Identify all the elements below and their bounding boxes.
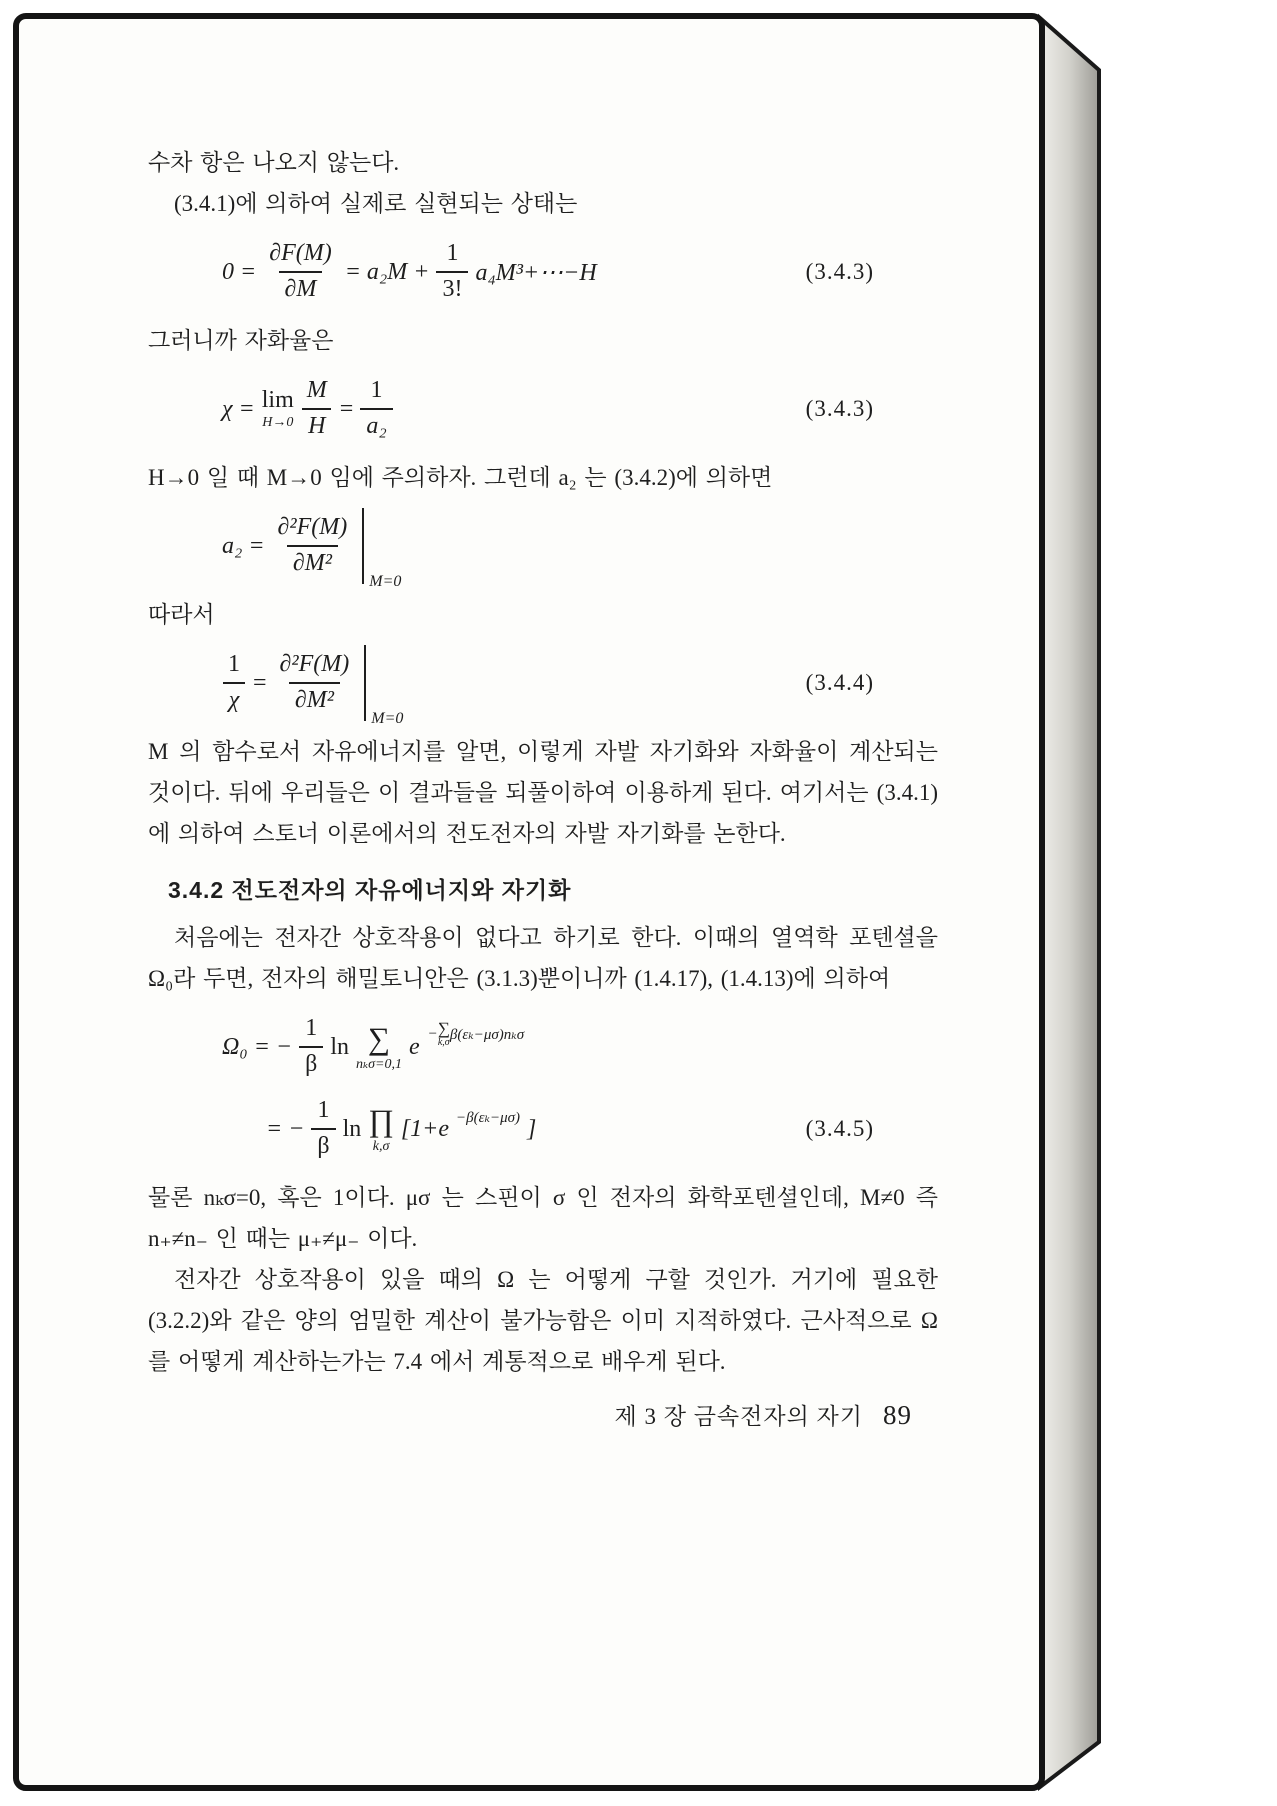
exponent-group xyxy=(428,1020,525,1048)
limit-word: lim xyxy=(261,387,294,413)
exponent-sum-operator xyxy=(438,1020,450,1048)
paragraph-no-interaction: 처음에는 전자간 상호작용이 없다고 하기로 한다. 이때의 열역학 포텐셜을 Ω₀라 두면, 전자의 해밀토니안은 (3.1.3)뿐이니까 (1.4.17), (1.4.13)에 의하여 xyxy=(148,925,938,991)
chapter-footer-label: 제 3 장 금속전자의 자기 xyxy=(614,1404,863,1429)
paragraph-state: (3.4.1)에 의하여 실제로 실현되는 상태는 xyxy=(174,191,578,216)
paragraph-intro: 수차 항은 나오지 않는다. xyxy=(148,150,400,175)
book-fore-edge xyxy=(1040,18,1099,1787)
page-content xyxy=(148,142,938,1431)
eq-lhs: a₂ = xyxy=(222,532,265,559)
fraction-denominator: 3! xyxy=(436,271,468,304)
paragraph-note-a2: H→0 일 때 M→0 임에 주의하자. 그런데 a₂ 는 (3.4.2)에 의하면 xyxy=(148,465,773,490)
fraction-numerator: 1 xyxy=(228,651,240,678)
equation-inverse-susceptibility xyxy=(222,645,938,727)
exponent-body: −β(εₖ−μσ) xyxy=(456,1109,521,1126)
sum-subscript: k,σ xyxy=(437,1037,450,1048)
fraction-denominator: ∂M² xyxy=(289,682,340,715)
fraction-numerator: 1 xyxy=(370,377,383,404)
equals-sign: = xyxy=(253,669,267,696)
fraction xyxy=(311,1097,335,1160)
fraction-denominator: β xyxy=(311,1128,335,1161)
fraction xyxy=(272,514,354,577)
equals-sign: = xyxy=(339,395,354,422)
paragraph-interaction: 전자간 상호작용이 있을 때의 Ω 는 어떻게 구할 것인가. 거기에 필요한 (3.2.2)와 같은 양의 엄밀한 계산이 불가능함은 이미 지적하였다. 근사적으로 Ω 를 어떻게 계산하는가는 7.4 에서 계통적으로 배우게 된다. xyxy=(148,1267,938,1374)
evaluation-bar xyxy=(364,645,366,721)
equation-number: (3.4.3) xyxy=(805,259,874,284)
exponential-base: e xyxy=(408,1033,420,1060)
evaluated-at xyxy=(362,508,402,590)
bracket-open-term: [1+e xyxy=(400,1115,449,1142)
fraction-denominator: β xyxy=(299,1046,323,1079)
product-subscript: k,σ xyxy=(372,1138,390,1154)
section-heading-3-4-2: 3.4.2 전도전자의 자유에너지와 자기화 xyxy=(168,877,572,903)
exponent-minus: − xyxy=(427,1025,438,1042)
sum-operator xyxy=(355,1020,402,1072)
fraction xyxy=(274,651,356,714)
fraction xyxy=(299,1015,323,1078)
evaluation-subscript: M=0 xyxy=(369,573,402,590)
fraction xyxy=(436,240,468,303)
page-footer xyxy=(148,1398,938,1431)
eq-middle: = a₂M + xyxy=(344,258,430,285)
eq-lhs: Ω₀ = − xyxy=(222,1033,293,1060)
eq-rhs: a₄M³+⋯−H xyxy=(475,259,597,286)
fraction xyxy=(360,377,392,440)
fraction-numerator: ∂²F(M) xyxy=(279,651,350,678)
exponent-body: β(εₖ−μσ)nₖσ xyxy=(449,1026,525,1043)
paragraph-occupation: 물론 nₖσ=0, 혹은 1이다. μσ 는 스핀이 σ 인 전자의 화학포텐셜인데, M≠0 즉 n₊≠n₋ 인 때는 μ₊≠μ₋ 이다. xyxy=(148,1185,938,1251)
fraction-numerator: 1 xyxy=(446,240,459,267)
ln-operator: ln xyxy=(330,1033,349,1060)
equation-number: (3.4.4) xyxy=(805,670,874,695)
eq-lhs: = − xyxy=(266,1115,305,1142)
fraction-numerator: M xyxy=(306,377,327,404)
fraction-denominator: ∂M² xyxy=(287,545,338,578)
eq-lhs: 0 = xyxy=(222,258,257,285)
fraction xyxy=(301,377,333,440)
sum-subscript: nₖσ=0,1 xyxy=(355,1056,402,1072)
equation-stationary-condition xyxy=(222,234,938,310)
bracket-close: ] xyxy=(527,1115,537,1142)
pi-symbol: ∏ xyxy=(368,1102,394,1138)
paragraph-susceptibility: 그러니까 자화율은 xyxy=(148,328,334,353)
eq-lhs: χ = xyxy=(222,395,255,422)
equation-omega0-line2 xyxy=(266,1091,938,1167)
equation-omega0-line1 xyxy=(222,1009,938,1085)
sigma-symbol: ∑ xyxy=(367,1020,391,1056)
fraction-denominator: a₂ xyxy=(360,408,392,441)
fraction-denominator: χ xyxy=(223,682,246,715)
page-number: 89 xyxy=(883,1400,912,1430)
ln-operator: ln xyxy=(342,1115,362,1142)
product-operator xyxy=(368,1102,394,1154)
equation-a2-definition xyxy=(222,508,938,590)
fraction xyxy=(263,240,338,303)
sigma-symbol: ∑ xyxy=(437,1019,450,1038)
fraction-denominator: ∂M xyxy=(279,271,323,304)
paragraph-free-energy: M 의 함수로서 자유에너지를 알면, 이렇게 자발 자기화와 자화율이 계산되는 것이다. 뒤에 우리들은 이 결과들을 되풀이하여 이용하게 된다. 여기서는 (3.4.1)에 의하여 스토너 이론에서의 전도전자의 자발 자기화를 논한다. xyxy=(148,739,938,846)
limit-operator xyxy=(262,388,294,430)
limit-subscript: H→0 xyxy=(262,415,294,430)
fraction-numerator: ∂²F(M) xyxy=(277,514,348,541)
fraction-numerator: ∂F(M) xyxy=(269,240,332,267)
fraction-numerator: 1 xyxy=(305,1015,318,1042)
evaluation-subscript: M=0 xyxy=(371,710,404,727)
equation-number: (3.4.5) xyxy=(805,1116,874,1141)
fraction-denominator: H xyxy=(302,408,331,441)
fraction-numerator: 1 xyxy=(317,1097,330,1124)
evaluation-bar xyxy=(362,508,364,584)
fraction xyxy=(222,651,246,714)
equation-number: (3.4.3) xyxy=(805,396,874,421)
evaluated-at xyxy=(364,645,404,727)
equation-susceptibility xyxy=(222,371,938,447)
paragraph-therefore: 따라서 xyxy=(148,602,215,627)
